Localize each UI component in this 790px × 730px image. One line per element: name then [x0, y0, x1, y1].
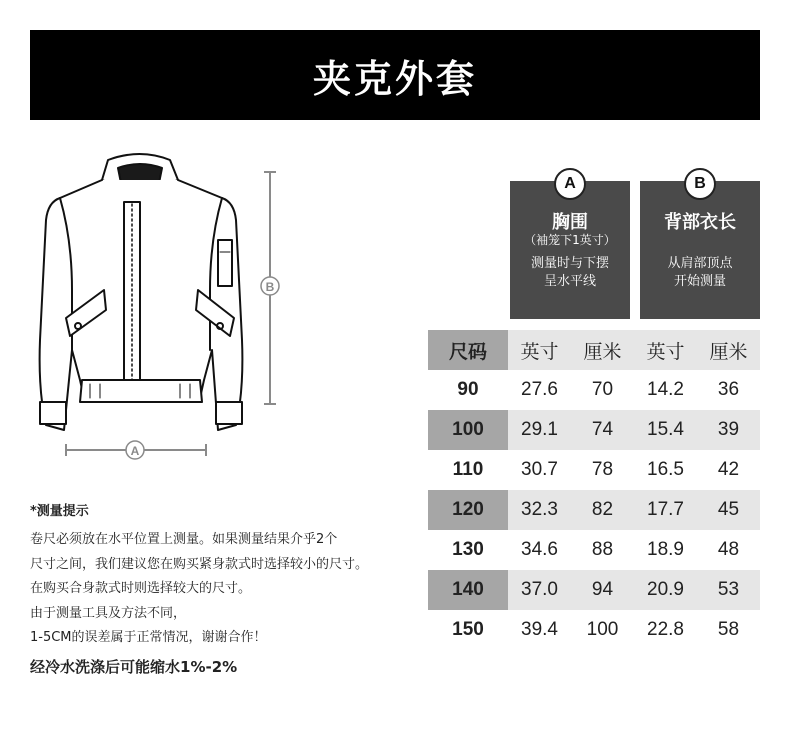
cell-chest-cm: 100 — [586, 619, 619, 640]
table-row — [428, 450, 760, 490]
cell-length-inch: 16.5 — [647, 459, 684, 480]
cell-length-inch: 22.8 — [647, 619, 684, 640]
cell-size: 140 — [428, 570, 508, 610]
back-length-note-line: 开始测量 — [673, 274, 726, 289]
cell-length-cm: 45 — [697, 490, 760, 530]
table-row — [428, 490, 760, 530]
chest-note-line: 呈水平线 — [543, 274, 596, 289]
cell-length-cm: 39 — [697, 410, 760, 450]
chest-note-line: 测量时与下摆 — [530, 256, 609, 271]
back-length-badge: B — [684, 168, 716, 200]
cell-length-inch: 17.7 — [634, 490, 697, 530]
chest-note — [510, 255, 630, 291]
cell-chest-inch: 34.6 — [521, 539, 558, 560]
cell-size: 90 — [457, 379, 479, 400]
cell-size: 120 — [428, 490, 508, 530]
cell-chest-cm: 78 — [591, 459, 614, 480]
chest-badge: A — [554, 168, 586, 200]
cell-size: 150 — [452, 619, 484, 640]
header-chest-inch: 英寸 — [508, 330, 571, 370]
cell-chest-cm: 70 — [591, 379, 614, 400]
header-length-cm: 厘米 — [697, 330, 760, 370]
table-header-row — [428, 330, 760, 370]
notes-line: 在购买合身款式时则选择较大的尺寸。 — [30, 581, 252, 596]
cell-length-inch: 20.9 — [634, 570, 697, 610]
chest-title: 胸围 — [552, 212, 588, 233]
cell-chest-inch: 27.6 — [521, 379, 558, 400]
measurement-notes — [30, 500, 410, 677]
back-length-note-line: 从肩部顶点 — [667, 256, 733, 271]
back-length-note — [640, 255, 760, 291]
cell-length-inch: 14.2 — [647, 379, 684, 400]
header-length-inch: 英寸 — [634, 330, 697, 370]
cell-chest-inch: 37.0 — [508, 570, 571, 610]
cell-chest-cm: 88 — [591, 539, 614, 560]
cell-size: 130 — [452, 539, 484, 560]
measure-a-label: A — [130, 444, 140, 458]
notes-line: 卷尺必须放在水平位置上测量。如果测量结果介乎2个 — [30, 532, 338, 547]
cell-chest-inch: 30.7 — [521, 459, 558, 480]
measure-b-label: B — [265, 280, 275, 294]
header-size: 尺码 — [428, 330, 508, 370]
cell-length-cm: 53 — [697, 570, 760, 610]
notes-line: 尺寸之间，我们建议您在购买紧身款式时选择较小的尺寸。 — [30, 556, 369, 572]
notes-line: 由于测量工具及方法不同， — [30, 605, 187, 621]
cell-length-inch: 18.9 — [647, 539, 684, 560]
header-chest-cm: 厘米 — [571, 330, 634, 370]
table-row — [428, 530, 760, 570]
jacket-sleeve-pocket — [218, 240, 232, 286]
cell-size: 110 — [452, 459, 484, 480]
size-table — [428, 330, 760, 650]
back-length-column-box — [640, 175, 760, 319]
notes-line: 1-5CM的误差属于正常情况，谢谢合作！ — [30, 630, 267, 645]
cell-length-cm: 36 — [717, 379, 740, 400]
table-row — [428, 610, 760, 650]
jacket-cuff-right — [216, 402, 242, 424]
jacket-diagram — [20, 140, 300, 470]
cell-length-cm: 58 — [717, 619, 740, 640]
cell-chest-inch: 32.3 — [508, 490, 571, 530]
chest-subtitle: （袖笼下1英寸） — [524, 233, 616, 247]
jacket-waistband — [80, 380, 202, 402]
table-row — [428, 370, 760, 410]
chest-column-box — [510, 175, 630, 319]
cell-size: 100 — [428, 410, 508, 450]
cell-chest-cm: 94 — [571, 570, 634, 610]
cell-length-inch: 15.4 — [634, 410, 697, 450]
title-banner — [30, 30, 760, 120]
cell-length-cm: 48 — [717, 539, 740, 560]
jacket-cuff-left — [40, 402, 66, 424]
cell-chest-inch: 29.1 — [508, 410, 571, 450]
shrink-warning: 经冷水洗涤后可能缩水1%-2% — [30, 657, 238, 676]
cell-chest-cm: 74 — [571, 410, 634, 450]
notes-title: *测量提示 — [30, 504, 89, 519]
cell-chest-inch: 39.4 — [521, 619, 558, 640]
table-row — [428, 570, 760, 610]
table-row — [428, 410, 760, 450]
page-title: 夹克外套 — [312, 56, 477, 101]
cell-chest-cm: 82 — [571, 490, 634, 530]
back-length-title: 背部衣长 — [664, 212, 736, 233]
cell-length-cm: 42 — [717, 459, 740, 480]
